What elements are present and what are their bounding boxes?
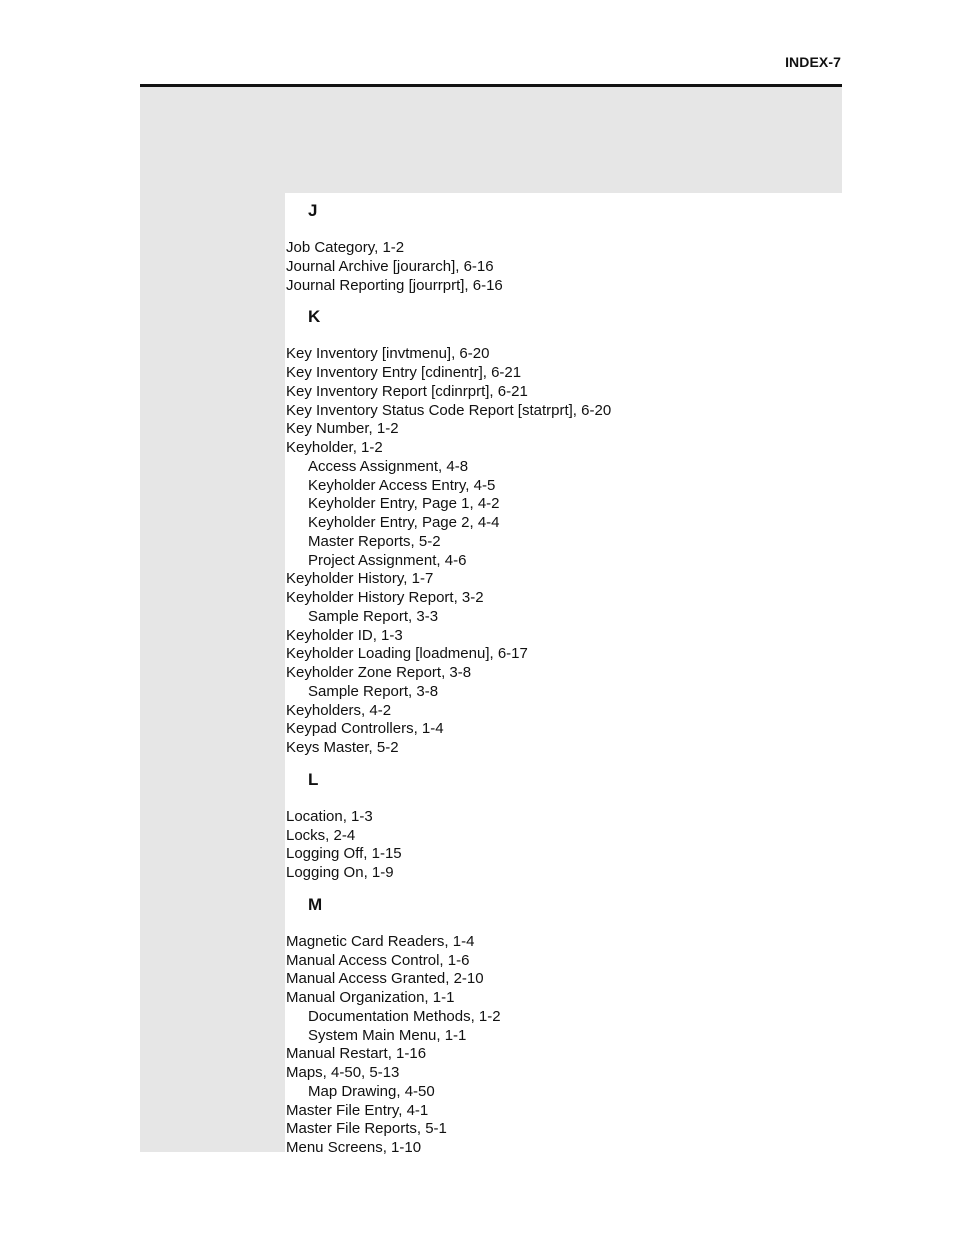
index-entry: Journal Reporting [jourrprt], 6-16 <box>286 276 503 294</box>
index-entry: Master File Reports, 5-1 <box>286 1120 447 1138</box>
index-subentry: Keyholder Access Entry, 4-5 <box>308 476 496 494</box>
index-entry: Key Inventory [invtmenu], 6-20 <box>286 345 490 363</box>
index-subentry: Sample Report, 3-3 <box>308 607 439 625</box>
index-subentry: Keyholder Entry, Page 2, 4-4 <box>308 514 500 531</box>
index-entry: Logging Off, 1-15 <box>286 845 402 863</box>
index-subentry: Documentation Methods, 1-2 <box>308 1007 501 1025</box>
index-entry: Job Category, 1-2 <box>286 239 405 256</box>
index-entry: Key Inventory Status Code Report [statrprt], 6-20 <box>286 401 612 419</box>
index-subentry: Keyholder Entry, Page 1, 4-2 <box>308 495 500 513</box>
index-entry: Magnetic Card Readers, 1-4 <box>286 932 475 950</box>
index-entry: Keys Master, 5-2 <box>286 739 399 756</box>
index-entry: Key Inventory Entry [cdinentr], 6-21 <box>286 364 522 381</box>
index-section-k <box>286 307 826 758</box>
index-entry: Journal Archive [jourarch], 6-16 <box>286 257 494 275</box>
index-section-l <box>286 770 826 883</box>
index-entry: Location, 1-3 <box>286 807 373 825</box>
index-entry: Keyholder History, 1-7 <box>286 570 434 588</box>
index-entry: Logging On, 1-9 <box>286 864 394 881</box>
index-body <box>286 201 826 1170</box>
index-section-m <box>286 895 826 1158</box>
index-entry: Keyholder, 1-2 <box>286 439 383 456</box>
letter-heading: J <box>308 201 318 220</box>
index-subentry: Master Reports, 5-2 <box>308 532 441 550</box>
gray-header-band <box>140 87 842 193</box>
index-entry: Key Inventory Report [cdinrprt], 6-21 <box>286 382 528 400</box>
index-subentry: System Main Menu, 1-1 <box>308 1026 467 1044</box>
index-entry: Manual Access Granted, 2-10 <box>286 970 484 988</box>
index-subentry: Project Assignment, 4-6 <box>308 551 467 569</box>
index-entry: Keyholder History Report, 3-2 <box>286 589 484 606</box>
letter-heading: L <box>308 769 319 789</box>
index-entry: Locks, 2-4 <box>286 826 356 844</box>
gray-side-margin <box>140 193 285 1152</box>
index-entry: Keyholders, 4-2 <box>286 701 392 719</box>
index-entry: Key Number, 1-2 <box>286 420 399 438</box>
index-entry: Manual Access Control, 1-6 <box>286 951 470 969</box>
index-entry: Keyholder Zone Report, 3-8 <box>286 664 472 681</box>
index-subentry: Map Drawing, 4-50 <box>308 1082 435 1100</box>
index-entry: Master File Entry, 4-1 <box>286 1101 429 1119</box>
index-entry: Menu Screens, 1-10 <box>286 1139 422 1156</box>
index-subentry: Access Assignment, 4-8 <box>308 457 469 475</box>
letter-heading: M <box>308 894 323 914</box>
index-section-j <box>286 201 826 295</box>
index-entry: Keyholder Loading [loadmenu], 6-17 <box>286 645 528 663</box>
index-subentry: Sample Report, 3-8 <box>308 682 439 700</box>
index-entry: Maps, 4-50, 5-13 <box>286 1064 400 1081</box>
index-entry: Manual Organization, 1-1 <box>286 989 455 1006</box>
index-entry: Manual Restart, 1-16 <box>286 1045 427 1063</box>
index-entry: Keyholder ID, 1-3 <box>286 626 403 644</box>
letter-heading: K <box>308 307 321 327</box>
page-number-label: INDEX-7 <box>785 54 841 70</box>
index-entry: Keypad Controllers, 1-4 <box>286 720 444 738</box>
